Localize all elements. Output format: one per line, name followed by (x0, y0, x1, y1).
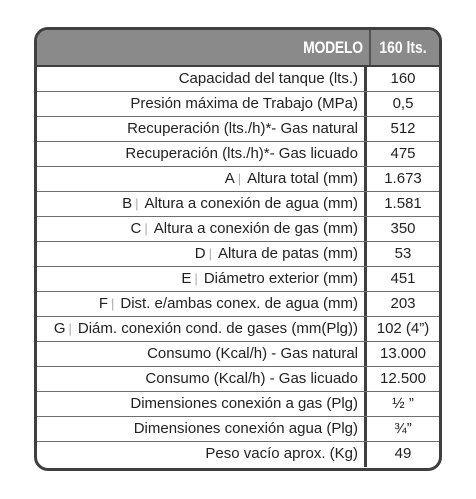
row-value: 1.581 (384, 195, 422, 212)
table-row (37, 167, 439, 192)
row-label: Dimensiones conexión a gas (Plg) (130, 395, 358, 412)
row-label: Recuperación (lts./h)*- Gas licuado (125, 145, 358, 162)
row-label-cell (37, 367, 367, 391)
dimension-letter: F (98, 295, 108, 312)
row-value: 350 (390, 220, 416, 237)
row-label-cell (37, 292, 367, 316)
row-label-cell (37, 267, 367, 291)
row-label: Altura total (mm) (247, 170, 358, 187)
table-row (37, 292, 439, 317)
row-label-cell (37, 392, 367, 416)
row-label: Diámetro exterior (mm) (203, 270, 358, 287)
letter-separator: | (194, 271, 198, 286)
spec-table (34, 27, 442, 471)
table-header (37, 30, 439, 67)
table-row (37, 92, 439, 117)
row-value: 1.673 (384, 170, 422, 187)
row-label: Altura a conexión de gas (mm) (153, 220, 358, 237)
row-label: Dimensiones conexión agua (Plg) (133, 420, 358, 437)
row-label-cell (37, 67, 367, 91)
table-row (37, 192, 439, 217)
row-value: 12.500 (380, 370, 426, 387)
dimension-letter: C (130, 220, 142, 237)
header-capacity-label: 160 lts. (379, 38, 427, 57)
header-divider (369, 30, 371, 65)
row-label-cell (37, 217, 367, 241)
letter-separator: | (144, 221, 148, 236)
row-label: Altura de patas (mm) (217, 245, 358, 262)
row-value: 160 (390, 70, 416, 87)
row-label: Recuperación (lts./h)*- Gas natural (127, 120, 358, 137)
row-value: 451 (390, 270, 416, 287)
row-label-cell (37, 317, 367, 341)
table-row (37, 317, 439, 342)
row-value: 13.000 (380, 345, 426, 362)
row-value: 0,5 (392, 95, 414, 112)
table-row (37, 242, 439, 267)
table-row (37, 342, 439, 367)
row-label-cell (37, 117, 367, 141)
row-label: Presión máxima de Trabajo (MPa) (130, 95, 358, 112)
header-model-label: MODELO (303, 38, 363, 57)
letter-separator: | (208, 246, 212, 261)
row-value: 512 (390, 120, 416, 137)
row-label-cell (37, 242, 367, 266)
letter-separator: | (111, 296, 115, 311)
row-value: 475 (390, 145, 416, 162)
dimension-letter: G (53, 320, 66, 337)
row-label: Peso vacío aprox. (Kg) (205, 445, 358, 462)
table-row (37, 267, 439, 292)
table-row (37, 442, 439, 467)
table-row (37, 417, 439, 442)
table-row (37, 142, 439, 167)
row-label: Capacidad del tanque (lts.) (178, 70, 358, 87)
dimension-letter: A (224, 170, 235, 187)
table-row (37, 367, 439, 392)
row-value: ¾” (394, 420, 412, 437)
table-row (37, 392, 439, 417)
row-label: Consumo (Kcal/h) - Gas natural (147, 345, 358, 362)
table-row (37, 117, 439, 142)
row-label-cell (37, 192, 367, 216)
row-label-cell (37, 342, 367, 366)
row-label-cell (37, 92, 367, 116)
letter-separator: | (68, 321, 72, 336)
row-label-cell (37, 167, 367, 191)
table-body (37, 67, 439, 467)
row-label-cell (37, 142, 367, 166)
row-label: Diám. conexión cond. de gases (mm(Plg)) (77, 320, 358, 337)
row-value: 203 (390, 295, 416, 312)
row-label-cell (37, 417, 367, 441)
row-label: Dist. e/ambas conex. de agua (mm) (120, 295, 358, 312)
row-label: Consumo (Kcal/h) - Gas licuado (145, 370, 358, 387)
table-row (37, 67, 439, 92)
table-row (37, 217, 439, 242)
letter-separator: | (237, 171, 242, 186)
dimension-letter: E (181, 270, 192, 287)
row-value: ½ ” (392, 395, 414, 412)
dimension-letter: D (194, 245, 206, 262)
row-value: 102 (4”) (376, 320, 430, 337)
row-label-cell (37, 442, 367, 467)
dimension-letter: B (122, 195, 133, 212)
row-value: 53 (394, 245, 412, 262)
row-label: Altura a conexión de agua (mm) (144, 195, 358, 212)
row-value: 49 (394, 445, 412, 462)
letter-separator: | (135, 196, 139, 211)
